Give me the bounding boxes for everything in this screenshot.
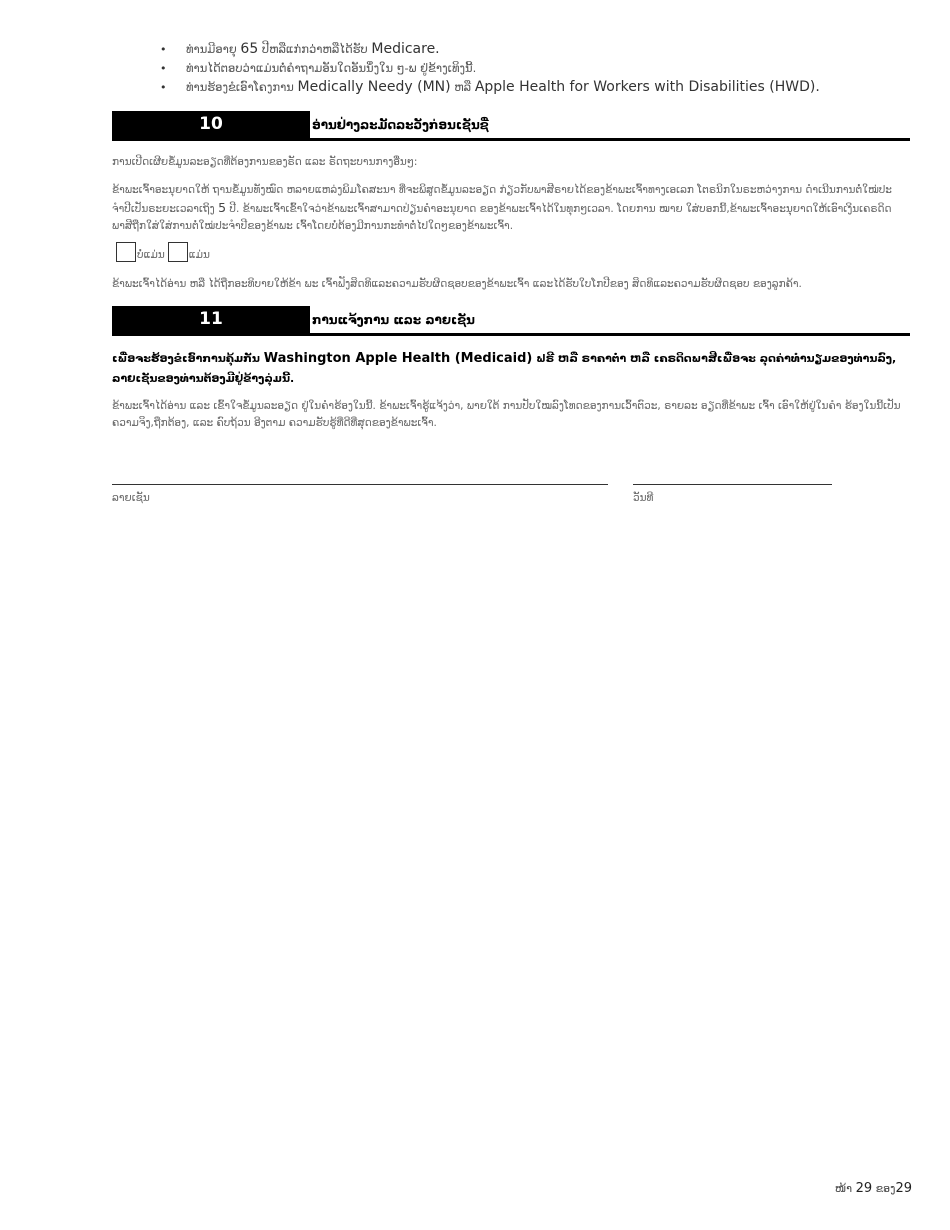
page-word: ໜ້າ [834,1182,853,1195]
list-item [160,78,920,97]
date-label: ວັນທີ [633,492,654,504]
body-line: ພາສີຖືກໃສ່ໃສ່ການຕໍ່ໃໝ່ປະຈໍາປີຂອງຂ້າພະ ເຈົ້າໂດຍບໍ່ຕ້ອງມີການກະທໍາຕໍ່ໄປໃດໆຂອງຂ້າພະເຈົ້າ. [112,220,514,232]
body-text: ຈໍາປີເປັນຣະຍະເວລາເຖິງ [112,203,215,215]
date-line[interactable] [633,484,832,485]
signature-requirement [112,349,912,368]
section-10-body [112,182,902,235]
section-10-closing: ຂ້າພະເຈົ້າໄດ້ອ່ານ ຫລື ໄດ້ຖືກອະທິບາຍໃຫ້ຂ້າ ພະ ເຈົ້າຟັງສິດທິແລະຄວາມຮັບຜິດຊອບຂອງຂ້າພະເຈົ້າ ແລະໄດ້ຮັບໃບໂກປີຂອງ ສິດທິແລະຄວາມຮັບຜິດຊອບ ຂອງລູກຄ້າ. [112,278,802,290]
list-item [160,59,920,78]
yes-label: ແມ່ນ [188,249,210,261]
years-value: 5 [218,200,227,215]
program-name: Apple Health for Workers with Disabilities (HWD). [474,79,820,95]
yes-checkbox[interactable] [168,242,188,262]
of-word: ຂອງ [875,1182,896,1195]
bold-text: ເພື່ອຈະຮ້ອງຂໍເອົາການຄຸ້ມກັນ [112,352,260,365]
bullet-text: ປີຫລືແກ່ກວ່າຫລືໄດ້ຮັບ [261,42,368,56]
bold-text: ຟຣີ ຫລື ຣາຄາຕໍ່າ ຫລື ເຄຣດິດພາສີເພື່ອຈະ ລຸດຄ່າທໍານຽມຂອງທ່ານລົງ, [536,352,897,365]
body-line: ຄວາມຈິງ,ຖືກຕ້ອງ, ແລະ ຄົບຖ້ວນ ອີງຕາມ ຄວາມຮັບຮູ້ທີ່ດີທີ່ສຸດຂອງຂ້າພະເຈົ້າ. [112,417,437,429]
signature-requirement-line2: ລາຍເຊັນຂອງທ່ານຕ້ອງມີຢູ່ຂ້າງລຸ່ມນີ້. [112,372,295,385]
program-name: Medically Needy (MN) [297,79,451,95]
section-10-intro: ການເປີດເຜີຍຂໍ້ມູນລະອຽດທີ່ຕ້ອງການຂອງຣັດ ແລະ ຣັດຖະບານກາງອື່ນໆ: [112,156,418,168]
signature-line[interactable] [112,484,608,485]
no-checkbox[interactable] [116,242,136,262]
age-value: 65 [240,41,259,57]
body-line: ຂ້າພະເຈົ້າອະນຸຍາດໃຫ້ ຖານຂໍ້ມູນທັງໝົດ ຫລາຍແຫລ່ງພິມໂຄສະນາ ທີ່ຈະພິສູດຂໍ້ມູນລະອຽດ ກ່ຽວກັບພາສີຣາຍໄດ້ຂອງຂ້າພະເຈົ້າທາງເອເລກ ໂຕຣນິກໃນຣະຫວ່າງການ ດໍາເນີນການຕໍ່ໃໝ່ປະ [112,184,892,196]
page-number [835,1181,912,1196]
current-page: 29 [855,1181,873,1196]
eligibility-bullet-list [160,40,920,97]
program-name: Washington Apple Health (Medicaid) [263,351,533,366]
bullet-text: ທ່ານໄດ້ຕອບວ່າແມ່ນຕໍ່ຄໍາຖາມອັນໃດອັນນຶ່ງໃນ ໆ-ພ ຢູ່ຂ້າງເທິງນີ້. [186,61,477,75]
total-pages: 29 [895,1181,912,1196]
body-line: ຂ້າພະເຈົ້າໄດ້ອ່ານ ແລະ ເຂົ້າໃຈຂໍ້ມູນລະອຽດ ຢູ່ໃນຄໍາຮ້ອງໃນນີ້. ຂ້າພະເຈົ້າຮູ້ແຈ້ງວ່າ, ພາຍໃຕ້ ການປັບໃໝລົງໂທດຂອງການເວົ້າຕົວະ, ຣາຍລະ ອຽດທີ່ຂ້າພະ ເຈົ້າ ເອົາໃຫ້ຢູ່ໃນຄໍາ ຮ້ອງໃນນີ້ເປັນ [112,400,901,412]
body-line [112,199,902,218]
body-text: ປີ. ຂ້າພະເຈົ້າເຂົ້າໃຈວ່າຂ້າພະເຈົ້າສາມາດປ່ຽນຄໍາອະນຸຍາດ ຂອງຂ້າພະເຈົ້າໄດ້ໃນທຸກໆເວລາ. ໂດຍການ ໝາຍ ໃສ່ບອກນີ້,ຂ້າພະເຈົ້າອະນຸຍາດໃຫ້ເອົາເງິນເຄຣດິດ [229,203,892,215]
section-number: 10 [112,111,310,138]
bullet-text: ທ່ານມີອາຍຸ [186,42,237,56]
medicare-text: Medicare. [371,41,440,57]
bullet-text: ທ່ານຮ້ອງຂໍເອົາໂຄງການ [186,80,294,94]
section-title: ການແຈ້ງການ ແລະ ລາຍເຊັນ [312,313,475,327]
section-11-header [112,306,910,336]
section-10-header [112,111,910,141]
signature-label: ລາຍເຊັນ [112,492,150,504]
section-11-body [112,398,902,432]
bullet-text: ຫລື [454,80,472,94]
no-label: ບໍ່ແມ່ນ [137,249,165,261]
section-number: 11 [112,306,310,333]
list-item [160,40,920,59]
consent-checkbox-row [116,238,213,262]
section-title: ອ່ານຢ່າງລະມັດລະວັງກ່ອນເຊັນຊື່ [312,118,489,132]
